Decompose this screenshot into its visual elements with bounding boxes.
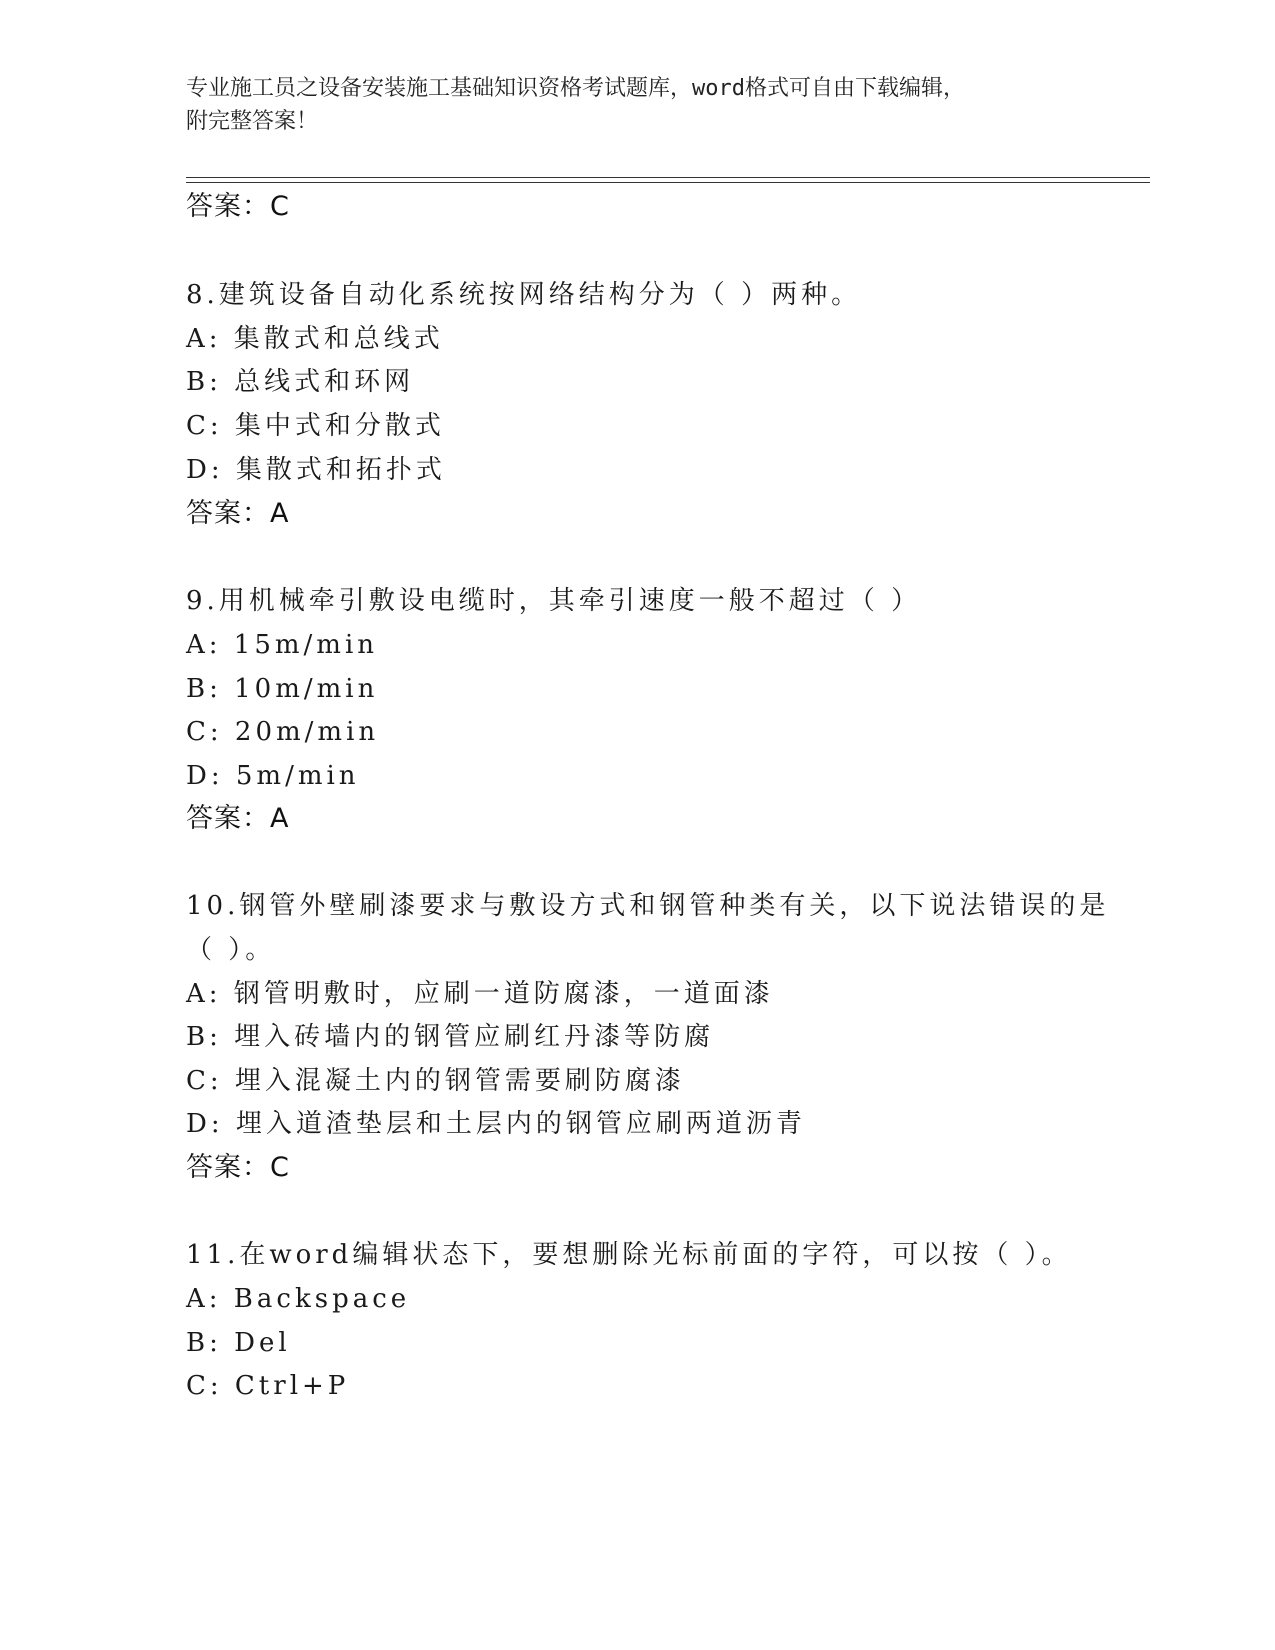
option-c: C: 20m/min (186, 717, 380, 747)
option-d: D: 集散式和拓扑式 (186, 455, 446, 485)
option-c: C: 集中式和分散式 (186, 411, 445, 441)
answer-label: 答案：A (186, 803, 290, 834)
header-line-2: 附完整答案！ (186, 109, 319, 134)
header-line-1: 专业施工员之设备安装施工基础知识资格考试题库，word格式可自由下载编辑， (186, 76, 965, 101)
option-a: A: 集散式和总线式 (186, 324, 444, 354)
header-rule-bottom (186, 182, 1150, 183)
option-b: B: Del (186, 1328, 291, 1358)
option-a: A: 15m/min (186, 630, 379, 660)
option-a: A: Backspace (186, 1284, 411, 1314)
answer-label: 答案：C (186, 1152, 290, 1183)
option-b: B: 总线式和环网 (186, 367, 415, 397)
option-b: B: 埋入砖墙内的钢管应刷红丹漆等防腐 (186, 1022, 715, 1052)
question-stem-continued: （ ）。 (186, 935, 276, 965)
question-stem: 11.在word编辑状态下，要想删除光标前面的字符，可以按（ ）。 (186, 1240, 1072, 1270)
option-b: B: 10m/min (186, 674, 379, 704)
option-d: D: 5m/min (186, 761, 360, 791)
question-stem: 9.用机械牵引敷设电缆时，其牵引速度一般不超过（ ） (186, 586, 922, 616)
document-header (186, 72, 1086, 138)
answer-label: 答案：A (186, 498, 290, 529)
header-rule-top (186, 177, 1150, 178)
question-stem: 8.建筑设备自动化系统按网络结构分为（ ）两种。 (186, 280, 862, 310)
answer-label: 答案：C (186, 191, 290, 222)
option-d: D: 埋入道渣垫层和土层内的钢管应刷两道沥青 (186, 1109, 806, 1139)
option-c: C: Ctrl+P (186, 1371, 350, 1401)
question-stem: 10.钢管外壁刷漆要求与敷设方式和钢管种类有关，以下说法错误的是 (186, 891, 1110, 921)
option-a: A: 钢管明敷时，应刷一道防腐漆，一道面漆 (186, 979, 774, 1009)
option-c: C: 埋入混凝土内的钢管需要刷防腐漆 (186, 1066, 685, 1096)
